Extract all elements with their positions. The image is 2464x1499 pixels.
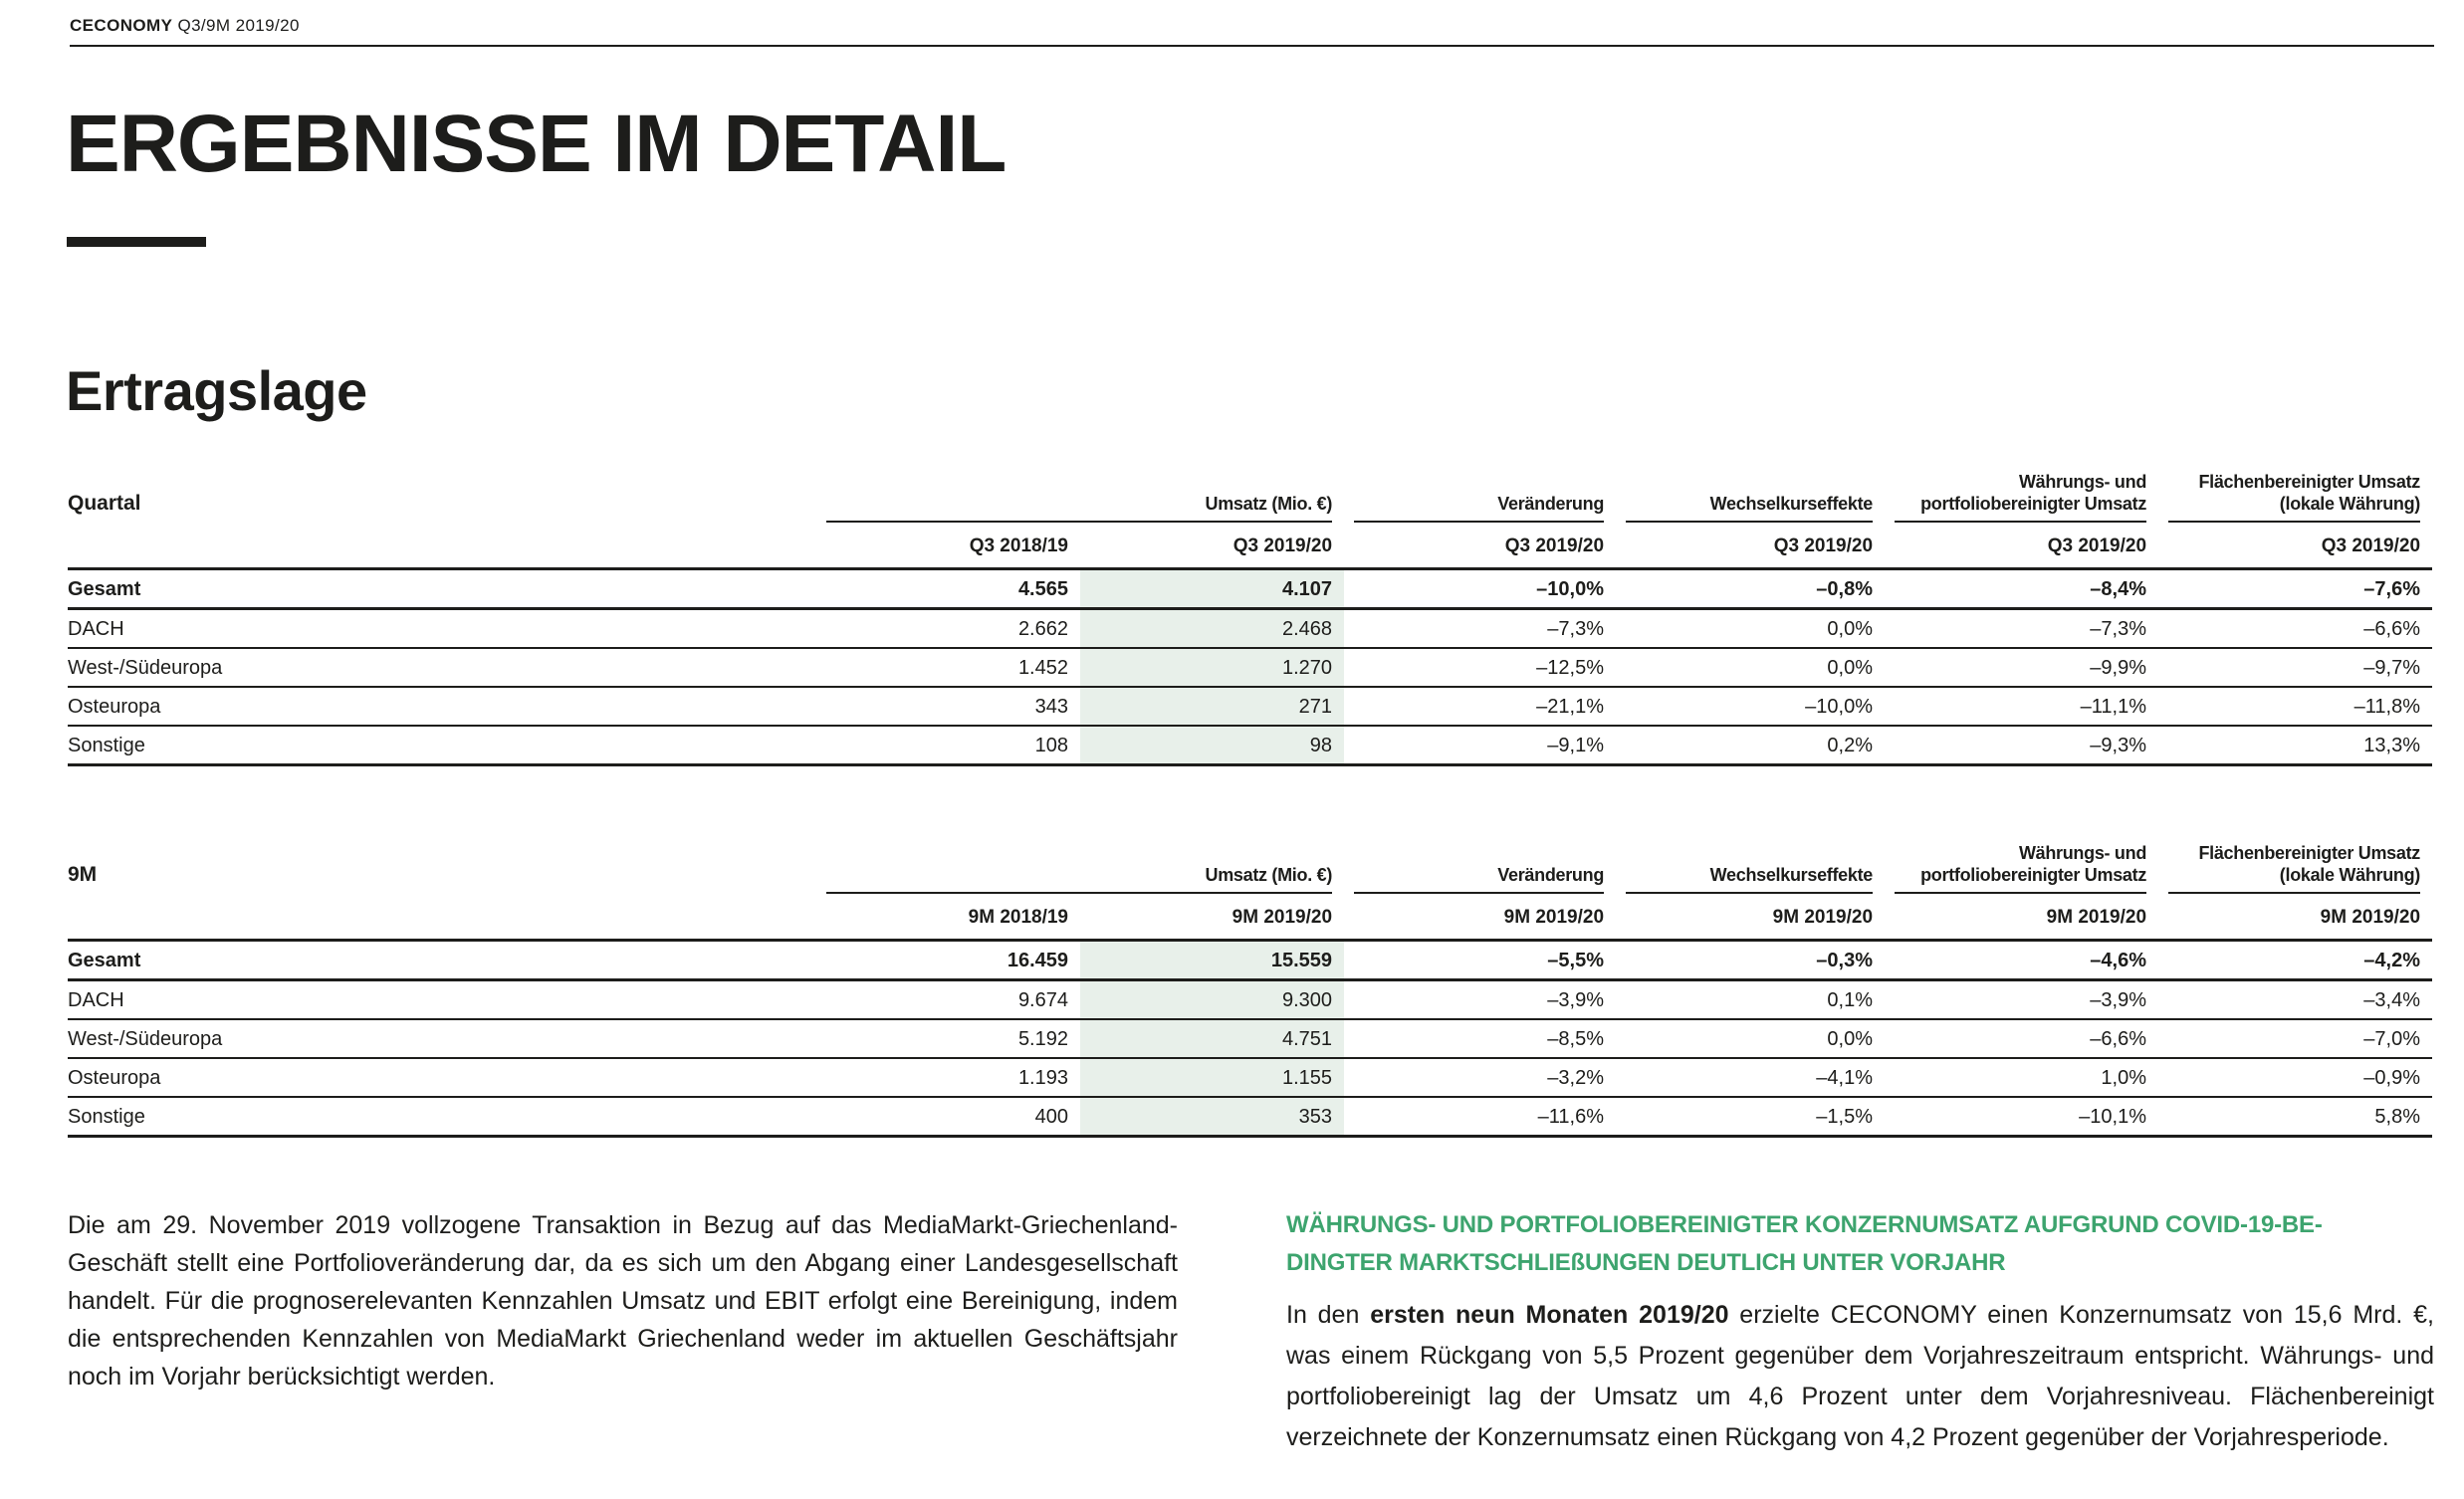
cell-value: –11,6%	[1344, 1097, 1616, 1137]
notes-right-column	[1286, 1206, 2434, 1458]
cell-value: 98	[1080, 726, 1344, 765]
cell-value: –4,1%	[1616, 1058, 1885, 1097]
page-title: ERGEBNISSE IM DETAIL	[66, 99, 1007, 189]
cell-value: 16.459	[816, 940, 1080, 979]
cell-value: 5.192	[816, 1019, 1080, 1058]
cell-value: –8,5%	[1344, 1019, 1616, 1058]
subheader-cell: Q3 2019/20	[1616, 523, 1885, 568]
cell-value: 108	[816, 726, 1080, 765]
cell-value: 9.300	[1080, 979, 1344, 1019]
row-label: DACH	[68, 608, 816, 648]
period-label: 9M	[68, 863, 98, 886]
subheader-cell: 9M 2019/20	[2158, 894, 2432, 940]
row-label: West-/Südeuropa	[68, 1019, 816, 1058]
cell-value: 4.751	[1080, 1019, 1344, 1058]
cell-value: 9.674	[816, 979, 1080, 1019]
group-header-flaechenbereinigt: Flächenbereinigter Umsatz (lokale Währung)	[2158, 832, 2432, 894]
table-row	[68, 940, 2432, 979]
subheader-cell: 9M 2019/20	[1616, 894, 1885, 940]
table-row	[68, 568, 2432, 608]
cell-value: –9,3%	[1885, 726, 2158, 765]
cell-value: –10,0%	[1344, 568, 1616, 608]
subheader-row	[68, 894, 2432, 940]
notes-left-paragraph: Die am 29. November 2019 vollzogene Transaktion in Bezug auf das MediaMarkt-Griechenland-Geschäft stellt eine Portfolioveränderung dar, da es sich um den Abgang einer Landesgesellschaft handelt. Für die prognoserelevanten Kennzahlen Umsatz und EBIT erfolgt eine Bereinigung, indem die entsprechenden Kennzahlen von MediaMarkt Griechenland weder im aktuellen Geschäftsjahr noch im Vorjahr berücksichtigt werden.	[68, 1211, 1178, 1391]
period-text: Q3/9M 2019/20	[177, 16, 300, 35]
quartal-table-wrap	[68, 461, 2432, 766]
cell-value: 4.107	[1080, 568, 1344, 608]
notes-right-paragraph: In den ersten neun Monaten 2019/20 erzielte CECONOMY einen Konzernumsatz von 15,6 Mrd. €, was einem Rückgang von 5,5 Prozent gegenüber dem Vorjahreszeitraum entspricht. Währungs- und portfoliobereinigt lag der Umsatz um 4,6 Prozent unter dem Vorjahresniveau. Flächenbereinigt verzeichnete der Konzernumsatz einen Rückgang von 4,2 Prozent gegenüber der Vorjahresperiode.	[1286, 1301, 2434, 1451]
subheader-cell: 9M 2019/20	[1080, 894, 1344, 940]
group-header-waehrungs-portfolio: Währungs- und portfoliobereinigter Umsatz	[1885, 832, 2158, 894]
nine-month-table	[68, 832, 2432, 1138]
group-header-row	[68, 832, 2432, 894]
table-row	[68, 1019, 2432, 1058]
subheader-empty	[68, 523, 816, 568]
group-header-waehrungs-portfolio: Währungs- und portfoliobereinigter Umsatz	[1885, 461, 2158, 523]
group-header-wechselkurseffekte: Wechselkurseffekte	[1616, 832, 1885, 894]
table-row	[68, 726, 2432, 765]
cell-value: –7,6%	[2158, 568, 2432, 608]
period-label-cell	[68, 832, 816, 894]
cell-value: 400	[816, 1097, 1080, 1137]
cell-value: –3,2%	[1344, 1058, 1616, 1097]
row-label: Sonstige	[68, 1097, 816, 1137]
cell-value: –21,1%	[1344, 687, 1616, 726]
group-header-veraenderung: Veränderung	[1344, 832, 1616, 894]
cell-value: 1.452	[816, 648, 1080, 687]
cell-value: 0,1%	[1616, 979, 1885, 1019]
row-label: Osteuropa	[68, 687, 816, 726]
cell-value: 13,3%	[2158, 726, 2432, 765]
group-header-veraenderung: Veränderung	[1344, 461, 1616, 523]
cell-value: –9,9%	[1885, 648, 2158, 687]
subheader-cell: 9M 2019/20	[1885, 894, 2158, 940]
table-row	[68, 648, 2432, 687]
cell-value: –7,0%	[2158, 1019, 2432, 1058]
cell-value: 2.662	[816, 608, 1080, 648]
row-label: Osteuropa	[68, 1058, 816, 1097]
cell-value: –5,5%	[1344, 940, 1616, 979]
notes-right-heading	[1286, 1206, 2434, 1282]
cell-value: 271	[1080, 687, 1344, 726]
cell-value: 1.155	[1080, 1058, 1344, 1097]
table-row	[68, 1097, 2432, 1137]
cell-value: –6,6%	[2158, 608, 2432, 648]
quartal-table	[68, 461, 2432, 766]
subheader-cell: Q3 2019/20	[2158, 523, 2432, 568]
group-header-wechselkurseffekte: Wechselkurseffekte	[1616, 461, 1885, 523]
cell-value: –3,9%	[1344, 979, 1616, 1019]
cell-value: –0,9%	[2158, 1058, 2432, 1097]
group-header-umsatz: Umsatz (Mio. €)	[816, 461, 1344, 523]
cell-value: –11,8%	[2158, 687, 2432, 726]
table-row	[68, 608, 2432, 648]
cell-value: –0,8%	[1616, 568, 1885, 608]
section-heading: Ertragslage	[66, 359, 367, 422]
cell-value: –7,3%	[1885, 608, 2158, 648]
notes-right-paragraph-bold: ersten neun Monaten 2019/20	[1370, 1301, 1729, 1329]
period-label: Quartal	[68, 492, 141, 515]
row-label: Sonstige	[68, 726, 816, 765]
period-label-cell	[68, 461, 816, 523]
cell-value: –6,6%	[1885, 1019, 2158, 1058]
cell-value: –3,9%	[1885, 979, 2158, 1019]
cell-value: –4,6%	[1885, 940, 2158, 979]
cell-value: –1,5%	[1616, 1097, 1885, 1137]
subheader-cell: Q3 2019/20	[1344, 523, 1616, 568]
subheader-cell: Q3 2019/20	[1885, 523, 2158, 568]
cell-value: –10,1%	[1885, 1097, 2158, 1137]
row-label: Gesamt	[68, 568, 816, 608]
cell-value: 1,0%	[1885, 1058, 2158, 1097]
cell-value: 1.270	[1080, 648, 1344, 687]
cell-value: –7,3%	[1344, 608, 1616, 648]
cell-value: –8,4%	[1885, 568, 2158, 608]
cell-value: 4.565	[816, 568, 1080, 608]
cell-value: –4,2%	[2158, 940, 2432, 979]
document-header	[70, 16, 300, 36]
group-header-flaechenbereinigt: Flächenbereinigter Umsatz (lokale Währung)	[2158, 461, 2432, 523]
cell-value: –9,7%	[2158, 648, 2432, 687]
row-label: Gesamt	[68, 940, 816, 979]
subheader-empty	[68, 894, 816, 940]
cell-value: 0,0%	[1616, 648, 1885, 687]
notes-right-heading-line1: WÄHRUNGS- UND PORTFOLIOBEREINIGTER KONZERNUMSATZ AUFGRUND COVID-19-BE-	[1286, 1211, 2323, 1238]
table-row	[68, 979, 2432, 1019]
subheader-cell: 9M 2018/19	[816, 894, 1080, 940]
cell-value: 15.559	[1080, 940, 1344, 979]
cell-value: 353	[1080, 1097, 1344, 1137]
cell-value: 343	[816, 687, 1080, 726]
table-row	[68, 1058, 2432, 1097]
subheader-cell: 9M 2019/20	[1344, 894, 1616, 940]
subheader-row	[68, 523, 2432, 568]
cell-value: –0,3%	[1616, 940, 1885, 979]
cell-value: –12,5%	[1344, 648, 1616, 687]
title-dash	[67, 237, 206, 247]
cell-value: –9,1%	[1344, 726, 1616, 765]
header-rule	[70, 45, 2434, 47]
cell-value: 2.468	[1080, 608, 1344, 648]
cell-value: 0,2%	[1616, 726, 1885, 765]
row-label: DACH	[68, 979, 816, 1019]
brand-text: CECONOMY	[70, 16, 173, 35]
cell-value: 5,8%	[2158, 1097, 2432, 1137]
subheader-cell: Q3 2019/20	[1080, 523, 1344, 568]
cell-value: –11,1%	[1885, 687, 2158, 726]
row-label: West-/Südeuropa	[68, 648, 816, 687]
cell-value: 1.193	[816, 1058, 1080, 1097]
notes-right-heading-line2: DINGTER MARKTSCHLIEßUNGEN DEUTLICH UNTER VORJAHR	[1286, 1249, 2006, 1276]
cell-value: –3,4%	[2158, 979, 2432, 1019]
group-header-umsatz: Umsatz (Mio. €)	[816, 832, 1344, 894]
table-row	[68, 687, 2432, 726]
cell-value: 0,0%	[1616, 1019, 1885, 1058]
cell-value: –10,0%	[1616, 687, 1885, 726]
group-header-row	[68, 461, 2432, 523]
cell-value: 0,0%	[1616, 608, 1885, 648]
nine-month-table-wrap	[68, 832, 2432, 1138]
subheader-cell: Q3 2018/19	[816, 523, 1080, 568]
